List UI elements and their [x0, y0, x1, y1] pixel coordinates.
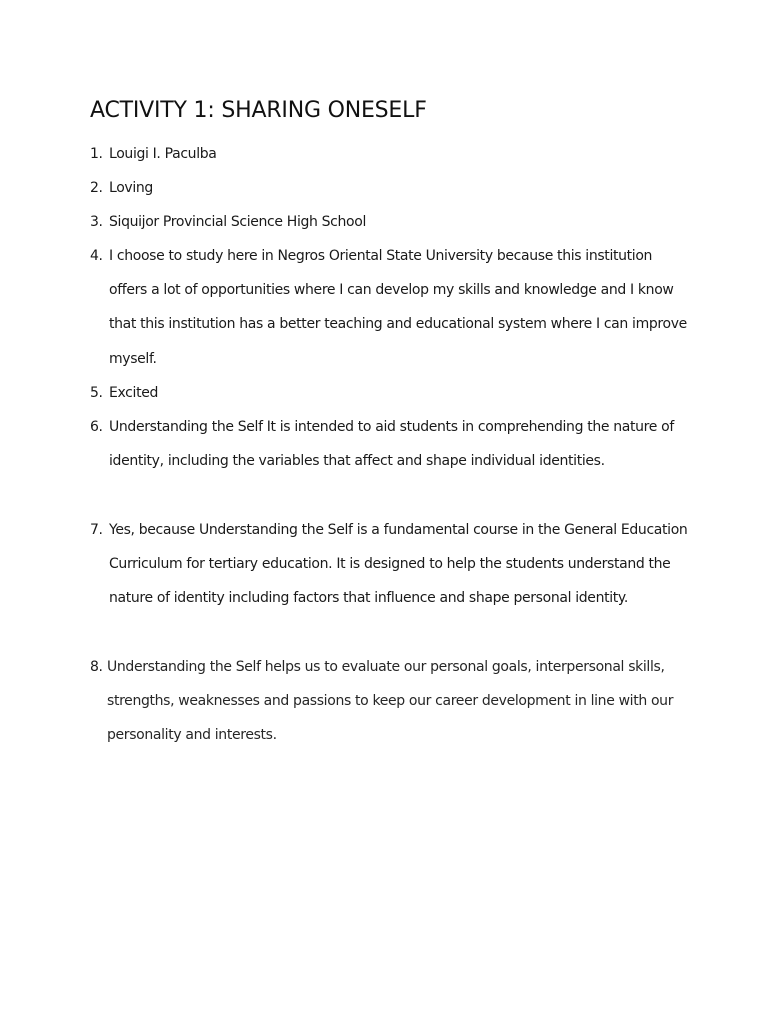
item-number: 2. — [90, 180, 103, 196]
list-item-4 — [90, 239, 690, 376]
item-text: Yes, because Understanding the Self is a fundamental course in the General Education Curriculum for tertiary education. It is designed to help the students understand the nature of identity including factors that influence and shape personal identity. — [109, 522, 688, 607]
item-text: Understanding the Self It is intended to aid students in comprehending the nature of identity, including the variables that affect and shape individual identities. — [109, 419, 674, 470]
item-text: Loving — [109, 180, 153, 196]
item-text: Excited — [109, 385, 159, 401]
item-text: Understanding the Self helps us to evaluate our personal goals, interpersonal skills, strengths, weaknesses and passions to keep our career development in line with our personality and interests. — [107, 659, 674, 744]
list-item-2 — [90, 171, 690, 205]
list-item-6 — [90, 410, 690, 478]
item-number: 4. — [90, 248, 103, 264]
item-number: 5. — [90, 385, 103, 401]
item-number: 3. — [90, 214, 103, 230]
item-number: 7. — [90, 522, 103, 538]
list-item-8 — [90, 650, 690, 753]
list-item-5 — [90, 376, 690, 410]
item-number: 1. — [90, 146, 103, 162]
item-text: I choose to study here in Negros Oriental State University because this institution offers a lot of opportunities where I can develop my skills and knowledge and I know that this institution has a better teaching and educational system where I can improve myself. — [109, 248, 687, 367]
item-number: 8. — [90, 659, 103, 675]
document-title: ACTIVITY 1: SHARING ONESELF — [90, 98, 427, 123]
list-item-1 — [90, 137, 690, 171]
item-text: Louigi I. Paculba — [109, 146, 217, 162]
list-item-7 — [90, 513, 690, 616]
item-number: 6. — [90, 419, 103, 435]
item-text: Siquijor Provincial Science High School — [109, 214, 367, 230]
list-item-3 — [90, 205, 690, 239]
